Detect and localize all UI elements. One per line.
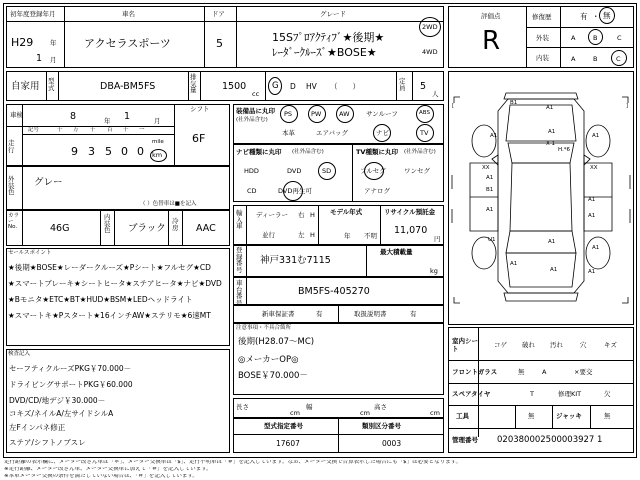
model-label: 型式 xyxy=(48,77,55,92)
header-col-sep-2 xyxy=(204,6,205,68)
seat-item: キズ xyxy=(604,341,617,349)
equip-leather: 本革 xyxy=(282,129,295,137)
ext-a: A xyxy=(571,34,576,42)
color-sep-3 xyxy=(114,210,115,246)
shape-sep xyxy=(338,418,339,453)
mileage-unit-0: 記号 xyxy=(28,127,40,133)
score-label: 評価点 xyxy=(481,12,501,20)
dealer-sep-2 xyxy=(318,205,319,245)
dealer-right: 右 xyxy=(298,211,305,219)
spec-sep-6 xyxy=(396,71,397,101)
use-value: 自家用 xyxy=(11,81,40,92)
damage-mark: A1 xyxy=(588,213,596,219)
inspector-title: 検査記入 xyxy=(8,351,31,357)
inspection-month-unit: 月 xyxy=(154,117,161,125)
damage-mark: A1 xyxy=(548,239,556,245)
car-hood xyxy=(506,105,576,141)
rt-tools-sep-2 xyxy=(552,405,553,428)
color-no-value: 46G xyxy=(50,223,70,234)
warranty-sep xyxy=(338,305,339,323)
interior-label: 内装 xyxy=(536,54,549,62)
note-line: ◎メーカーOP◎ xyxy=(238,355,299,365)
plate-sep-2 xyxy=(366,245,367,277)
plate-value: 神戸331む7115 xyxy=(260,255,331,266)
nav-hdd: HDD xyxy=(244,167,259,175)
inspector-line: ステア/シフトノブスレ xyxy=(9,438,86,447)
mileage-unit-5: 十 xyxy=(123,127,129,133)
door-label: ドア xyxy=(212,10,225,18)
score-row-1 xyxy=(526,27,634,28)
repair-yes: 有 xyxy=(580,12,588,21)
inspection-year: 8 xyxy=(70,111,77,122)
grade-line-1: 15Sﾌﾟﾛｱｸﾃｨﾌﾞ★後期★ xyxy=(272,31,385,44)
drive-2wd: 2WD xyxy=(422,23,438,31)
tv-analog: アナログ xyxy=(364,187,390,195)
sales-title: セールスポイント xyxy=(8,250,52,256)
mileage-digit: 5 xyxy=(105,145,112,158)
fuel-hv: HV xyxy=(306,82,317,91)
ext-c: C xyxy=(617,34,622,42)
dim-length-cm: cm xyxy=(290,409,300,417)
color-sep-4 xyxy=(168,210,169,246)
rear-window xyxy=(506,231,576,253)
spec-sep-4 xyxy=(200,71,201,101)
rt-row-1 xyxy=(448,360,634,361)
displacement-value: 1500 xyxy=(222,81,247,92)
dim-height-cm: cm xyxy=(430,409,440,417)
damage-mark: A1 xyxy=(592,133,600,139)
tools-label: 工具 xyxy=(456,412,469,420)
seat-item: コゲ xyxy=(494,341,507,349)
nav-sub: (社外品含む) xyxy=(292,149,324,155)
header-divider xyxy=(6,21,444,22)
windshield xyxy=(508,143,574,163)
tv-fullseg: フルセグ xyxy=(360,167,386,175)
interior-seat-label: 室内シート xyxy=(452,337,478,354)
note-line: 後期(H28.07〜MC) xyxy=(238,337,315,347)
exterior-color-label: 外装色 xyxy=(8,175,15,196)
footer-line: ※本車メーター交換の条件を満たしていない場合は、「＃」を記入しています。 xyxy=(4,474,198,479)
load-label: 最大積載量 xyxy=(380,248,413,256)
shape-row xyxy=(233,434,444,435)
damage-mark: A1 xyxy=(490,133,498,139)
equip-aw: AW xyxy=(339,110,350,118)
rt-row-2 xyxy=(448,383,634,384)
plate-label: 登録番号 xyxy=(236,246,243,274)
model-year-unknown: 不明 xyxy=(364,232,377,240)
shift-sep xyxy=(174,104,175,166)
shape-label: 型式指定番号 xyxy=(264,422,303,430)
mgmt-label: 管理番号 xyxy=(452,436,478,444)
nav-dvd: DVD xyxy=(287,167,302,175)
damage-mark: B1 xyxy=(510,100,518,106)
recycle-value: 11,070 xyxy=(394,225,428,236)
person-unit: 人 xyxy=(432,90,439,98)
interior-color-value: ブラック xyxy=(128,223,166,234)
rt-row-3 xyxy=(448,405,634,406)
wheel-fl xyxy=(472,125,496,157)
dim-length: 長さ xyxy=(236,403,249,411)
plate-sep-1 xyxy=(246,245,247,277)
car-roof xyxy=(510,163,572,231)
chassis-label: 車台番号 xyxy=(236,279,243,307)
equip-ps: PS xyxy=(284,110,293,118)
damage-mark: A1 xyxy=(486,175,494,181)
dim-height: 高さ xyxy=(374,403,387,411)
damage-mark: X 1 xyxy=(546,141,556,147)
wheel-fr xyxy=(586,125,610,157)
mileage-unit-6: 一 xyxy=(139,127,145,133)
spare-item: 修理KIT xyxy=(558,390,582,398)
import-label: 輸入車 xyxy=(236,209,243,230)
equip-pw: PW xyxy=(311,110,322,118)
shift-label: シフト xyxy=(190,105,210,113)
footer-line: ※走行距離、メーター改ざん車、メーター交換車に加えて「＃」を記入しています。 xyxy=(4,467,212,472)
door-value: 5 xyxy=(216,37,223,50)
fuel-g: G xyxy=(272,81,279,91)
int-a: A xyxy=(571,55,576,63)
dealer-sep-3 xyxy=(380,205,381,245)
equip-tv: TV xyxy=(420,129,429,137)
exterior-color-value: グレー xyxy=(34,177,63,188)
capacity-value: 5 xyxy=(420,81,427,92)
dealer-left: 左 xyxy=(298,231,305,239)
sales-line: ★スマートキ★Pスタート★16インチAW★ステリモ★6速MT xyxy=(8,311,211,320)
nav-sd: SD xyxy=(322,167,332,175)
spec-sep-7 xyxy=(412,71,413,101)
mileage-unit-1: 十 xyxy=(57,127,63,133)
spec-sep-3 xyxy=(188,71,189,101)
inspector-line: コキズ/ネイルA/左サイドシルA xyxy=(9,409,114,418)
damage-mark: A1 xyxy=(548,129,556,135)
inspector-line: DVD/CD/地デジ￥30.000－ xyxy=(9,396,106,405)
car-trunk xyxy=(506,253,576,287)
capacity-label: 定員 xyxy=(399,77,406,92)
repair-no: 無 xyxy=(603,11,611,20)
dim-width-cm: cm xyxy=(360,409,370,417)
exterior-label: 外装 xyxy=(536,34,549,42)
equip-airbag: エアバッグ xyxy=(316,129,348,137)
first-reg-year: H29 xyxy=(11,36,34,49)
grade-label: グレード xyxy=(320,10,346,18)
mileage-label: 走行 xyxy=(8,139,15,154)
seat-item: 穴 xyxy=(580,341,587,349)
damage-mark: A1 xyxy=(588,197,596,203)
spec-sep-2 xyxy=(58,71,59,101)
glass-item: A xyxy=(542,368,547,376)
header-col-sep-1 xyxy=(64,6,65,68)
score-sep xyxy=(526,6,527,68)
fuel-other: （ ） xyxy=(330,82,360,91)
mileage-digit: 9 xyxy=(71,145,78,158)
equip-abs: ABS xyxy=(419,110,430,116)
glass-item: ×要交 xyxy=(574,368,593,376)
inspector-line: 左Fインパネ修正 xyxy=(9,423,66,432)
chassis-value: BM5FS-405270 xyxy=(298,286,370,297)
glass-item: 無 xyxy=(518,368,525,376)
first-reg-label: 初年度登録年月 xyxy=(10,10,56,18)
rt-row-4 xyxy=(448,428,634,429)
score-row-2 xyxy=(526,47,634,48)
warranty-new: 新車保証書 xyxy=(262,310,295,318)
interior-color-label: 内装色 xyxy=(104,213,111,234)
ext-b: B xyxy=(593,34,598,42)
mileage-digit: 0 xyxy=(121,145,128,158)
warranty-manual: 取扱説明書 xyxy=(354,310,387,318)
ext-sep xyxy=(22,166,23,210)
note-line: BOSE￥70.000－ xyxy=(238,371,308,381)
svg-text:[: [ xyxy=(452,103,454,109)
mileage-km: km xyxy=(152,151,163,159)
notes-title: 注意事項・不具合箇所 xyxy=(236,325,292,331)
dealer-dealer: ディーラー xyxy=(256,211,288,219)
ac-label: 冷房 xyxy=(172,217,179,232)
car-name-value: アクセラスポーツ xyxy=(84,37,171,50)
svg-text:]: ] xyxy=(626,103,628,109)
dealer-right-h: H xyxy=(310,211,315,219)
inspector-line: セーフティクルーズPKG￥70.000－ xyxy=(9,364,132,373)
model-year-label: モデル年式 xyxy=(330,208,363,216)
shape-number: 17607 xyxy=(276,439,300,448)
chassis-sep xyxy=(246,277,247,305)
damage-mark: A1 xyxy=(550,267,558,273)
dealer-parallel: 並行 xyxy=(262,231,275,239)
warranty-manual-yes: 有 xyxy=(410,310,417,318)
sales-line: ★スマートブレーキ★シートヒータ★ステアヒータ★ナビ★DVD xyxy=(8,279,222,288)
inspection-year-unit: 年 xyxy=(104,117,111,125)
recycle-label: リサイクル預託金 xyxy=(384,208,436,216)
front-bumper xyxy=(504,93,578,99)
dim-width: 幅 xyxy=(306,403,313,411)
sales-line: ★Bモニタ★ETC★BT★HUD★BSM★LEDヘッドライト xyxy=(8,295,193,304)
color-no-label: カラー No. xyxy=(8,213,20,230)
grade-line-2: ﾚｰﾀﾞｰｸﾙｰｽﾞ★BOSE★ xyxy=(272,46,377,59)
spare-item: 欠 xyxy=(604,390,611,398)
recycle-yen: 円 xyxy=(434,235,441,243)
damage-mark: XX xyxy=(482,165,490,171)
tools-value: 無 xyxy=(528,412,535,420)
displacement-label: 排気量 xyxy=(190,73,197,94)
class-label: 類別区分番号 xyxy=(362,422,401,430)
damage-mark: A1 xyxy=(592,245,600,251)
first-reg-year-unit: 年 xyxy=(50,39,57,47)
damage-mark: B1 xyxy=(486,187,494,193)
damage-mark: A1 xyxy=(546,105,554,111)
repair-dot: ・ xyxy=(592,12,600,21)
exterior-note: （ ）色替車は■を記入 xyxy=(140,201,197,207)
int-c: C xyxy=(616,55,621,63)
int-b: B xyxy=(593,55,598,63)
rt-tools-sep-1 xyxy=(515,405,516,428)
seat-item: 汚れ xyxy=(550,341,563,349)
spare-item: T xyxy=(530,390,534,398)
mileage-unit-row xyxy=(22,134,174,135)
wheel-rr xyxy=(586,237,610,269)
damage-mark: A1 xyxy=(510,261,518,267)
equipment-sub: (社外品含む) xyxy=(236,117,268,123)
spec-sep-1 xyxy=(46,71,47,101)
color-sep-5 xyxy=(182,210,183,246)
damage-mark: U1 xyxy=(488,237,496,243)
rear-bumper xyxy=(504,293,578,301)
damage-mark: A1 xyxy=(486,207,494,213)
damage-mark: XX xyxy=(590,165,598,171)
tv-oneseg: ワンセグ xyxy=(404,167,430,175)
color-sep-1 xyxy=(22,210,23,246)
fuel-d: D xyxy=(290,82,296,91)
shift-value: 6F xyxy=(192,132,206,145)
footer-line: 走行距離の表示欄に、メーター改ざん車は「＊」、メーター交換車は「$」、走行不明車は「＃」を記入しています。なお、メーター交換で合算表示した場合にも「$」は必要となります。 xyxy=(4,460,462,465)
damage-mark: A1 xyxy=(588,269,596,275)
first-reg-month: 1 xyxy=(36,53,43,64)
seat-item: 破れ xyxy=(522,341,535,349)
equip-sunroof: サンルーフ xyxy=(366,110,398,118)
rt-tools-sep-3 xyxy=(590,405,591,428)
dealer-left-h: H xyxy=(310,231,315,239)
spec-sep-5 xyxy=(265,71,266,101)
inspection-label: 車検 xyxy=(10,111,23,119)
ac-value: AAC xyxy=(196,223,216,234)
repair-label: 修復歴 xyxy=(532,13,552,21)
nav-cd: CD xyxy=(247,187,257,195)
warranty-new-yes: 有 xyxy=(316,310,323,318)
tv-sub: (社外品含む) xyxy=(404,149,436,155)
sales-line: ★後期★BOSE★レーダークルーズ★Pシート★フルセグ★CD xyxy=(8,263,211,272)
nav-tv-sep xyxy=(352,144,353,202)
tv-title: TV種類に丸印 xyxy=(356,148,398,156)
mileage-digit: 0 xyxy=(137,145,144,158)
dimensions-block xyxy=(233,398,444,418)
first-reg-month-unit: 月 xyxy=(50,56,57,64)
drive-4wd: 4WD xyxy=(422,48,438,56)
mileage-unit-3: 千 xyxy=(90,127,96,133)
car-name-label: 車名 xyxy=(122,10,135,18)
spare-label: スペアタイヤ xyxy=(452,390,491,398)
mgmt-value: 020380002500003927 1 xyxy=(497,435,603,445)
mileage-digit: 3 xyxy=(88,145,95,158)
header-col-sep-3 xyxy=(236,6,237,68)
car-diagram xyxy=(448,71,634,325)
jack-label: ジャッキ xyxy=(556,412,582,420)
mileage-mile: mile xyxy=(152,139,164,145)
mileage-unit-2: 万 xyxy=(73,127,79,133)
dealer-sep-1 xyxy=(246,205,247,245)
mileage-unit-4: 百 xyxy=(107,127,113,133)
nav-title: ナビ種類に丸印 xyxy=(236,148,282,156)
equip-nav: ナビ xyxy=(376,129,389,137)
inspector-line: ドライビングサポートPKG￥60.000 xyxy=(9,380,133,389)
equipment-label: 装備品に丸印 xyxy=(236,107,275,115)
color-sep-2 xyxy=(100,210,101,246)
model-value: DBA-BM5FS xyxy=(100,81,156,92)
nav-dvd-play: DVD再生可 xyxy=(278,187,312,195)
load-kg: kg xyxy=(430,267,438,275)
class-number: 0003 xyxy=(382,439,402,448)
jack-value: 無 xyxy=(604,412,611,420)
score-sep-2 xyxy=(560,6,561,68)
inspection-month: 1 xyxy=(124,111,131,122)
score-value: R xyxy=(482,26,501,56)
hatch-mark: H.*6 xyxy=(558,147,571,153)
cc-unit: cc xyxy=(252,90,260,98)
glass-label: フロントガラス xyxy=(452,368,498,376)
model-year-unit: 年 xyxy=(344,232,351,240)
